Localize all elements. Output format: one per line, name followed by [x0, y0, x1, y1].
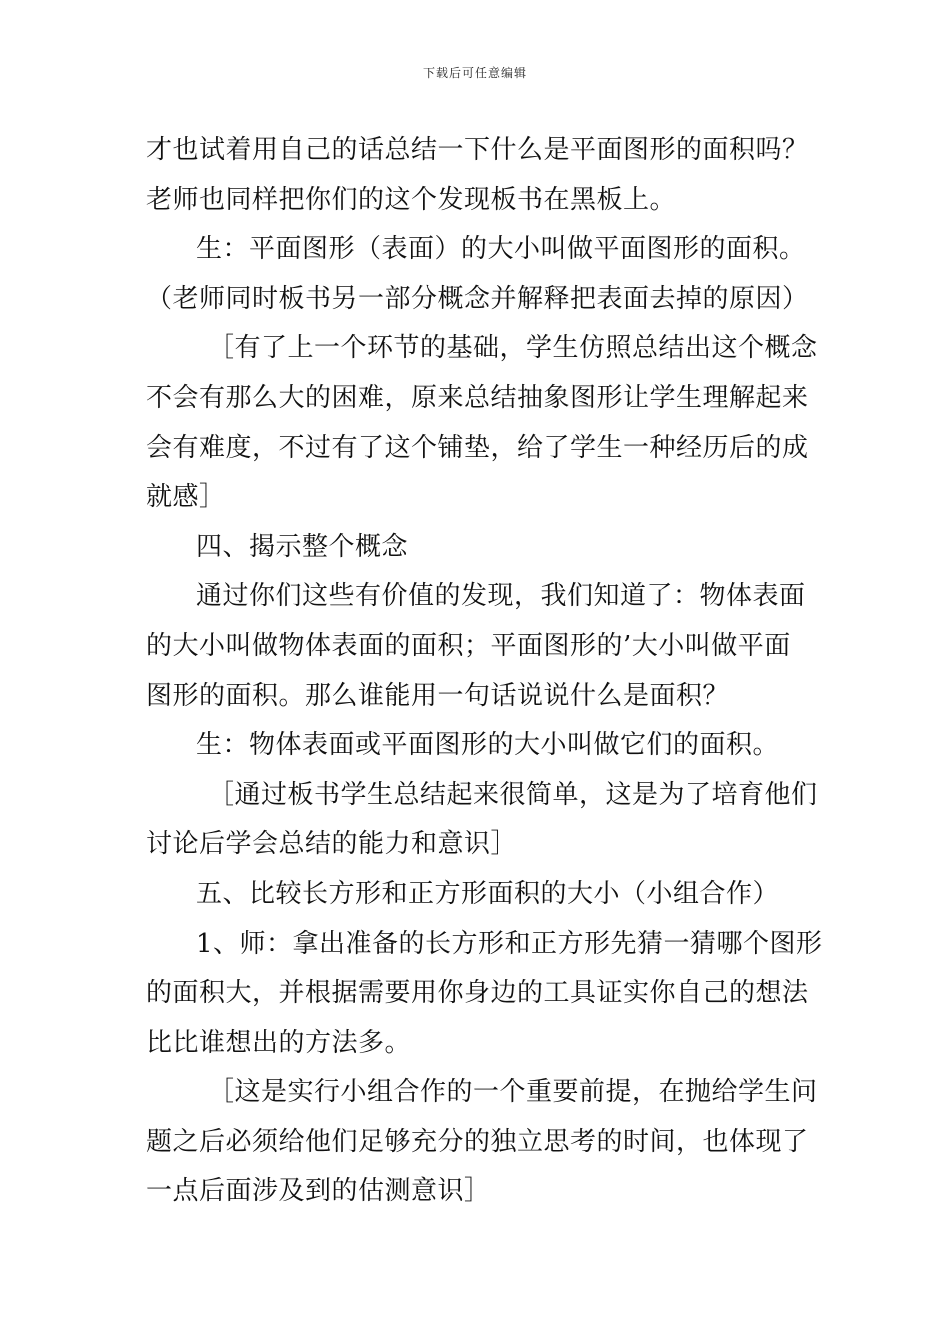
- text-line: 讨论后学会总结的能力和意识］: [146, 829, 518, 860]
- text-line: 的大小叫做物体表面的面积；平面图形的’大小叫做平面: [146, 630, 791, 661]
- text-line: 就感］: [146, 482, 226, 513]
- text-line: 一点后面涉及到的估测意识］: [146, 1176, 491, 1207]
- text-line: 1、师：拿出准备的长方形和正方形先猜一猜哪个图形: [196, 928, 823, 959]
- text-line: 的面积大，并根据需要用你身边的工具证实你自己的想法: [146, 978, 809, 1009]
- text-line: 才也试着用自己的话总结一下什么是平面图形的面积吗？: [146, 135, 809, 165]
- text-line: 生：物体表面或平面图形的大小叫做它们的面积。: [196, 730, 780, 761]
- section-heading: 四、揭示整个概念: [196, 531, 409, 562]
- page-header-note: 下载后可任意编辑: [422, 66, 527, 80]
- text-line: 生：平面图形（表面）的大小叫做平面图形的面积。: [196, 234, 806, 265]
- text-line: ［这是实行小组合作的一个重要前提，在抛给学生问: [208, 1077, 818, 1108]
- text-line: 比比谁想出的方法多。: [146, 1027, 412, 1058]
- text-line: 图形的面积。那么谁能用一句话说说什么是面积？: [146, 680, 730, 711]
- section-heading: 五、比较长方形和正方形面积的大小（小组合作）: [196, 878, 780, 909]
- text-line: 题之后必须给他们足够充分的独立思考的时间，也体现了: [146, 1126, 809, 1157]
- text-line: （老师同时板书另一部分概念并解释把表面去掉的原因）: [146, 283, 809, 314]
- text-line: 会有难度，不过有了这个铺垫，给了学生一种经历后的成: [146, 432, 809, 463]
- text-line: 不会有那么大的困难，原来总结抽象图形让学生理解起来: [146, 382, 809, 413]
- document-body: [146, 126, 823, 1217]
- text-line: ［通过板书学生总结起来很简单，这是为了培育他们: [208, 779, 818, 810]
- text-line: 通过你们这些有价值的发现，我们知道了：物体表面: [196, 581, 806, 612]
- text-line: 老师也同样把你们的这个发现板书在黑板上。: [146, 184, 677, 215]
- text-line: ［有了上一个环节的基础，学生仿照总结出这个概念: [208, 333, 818, 364]
